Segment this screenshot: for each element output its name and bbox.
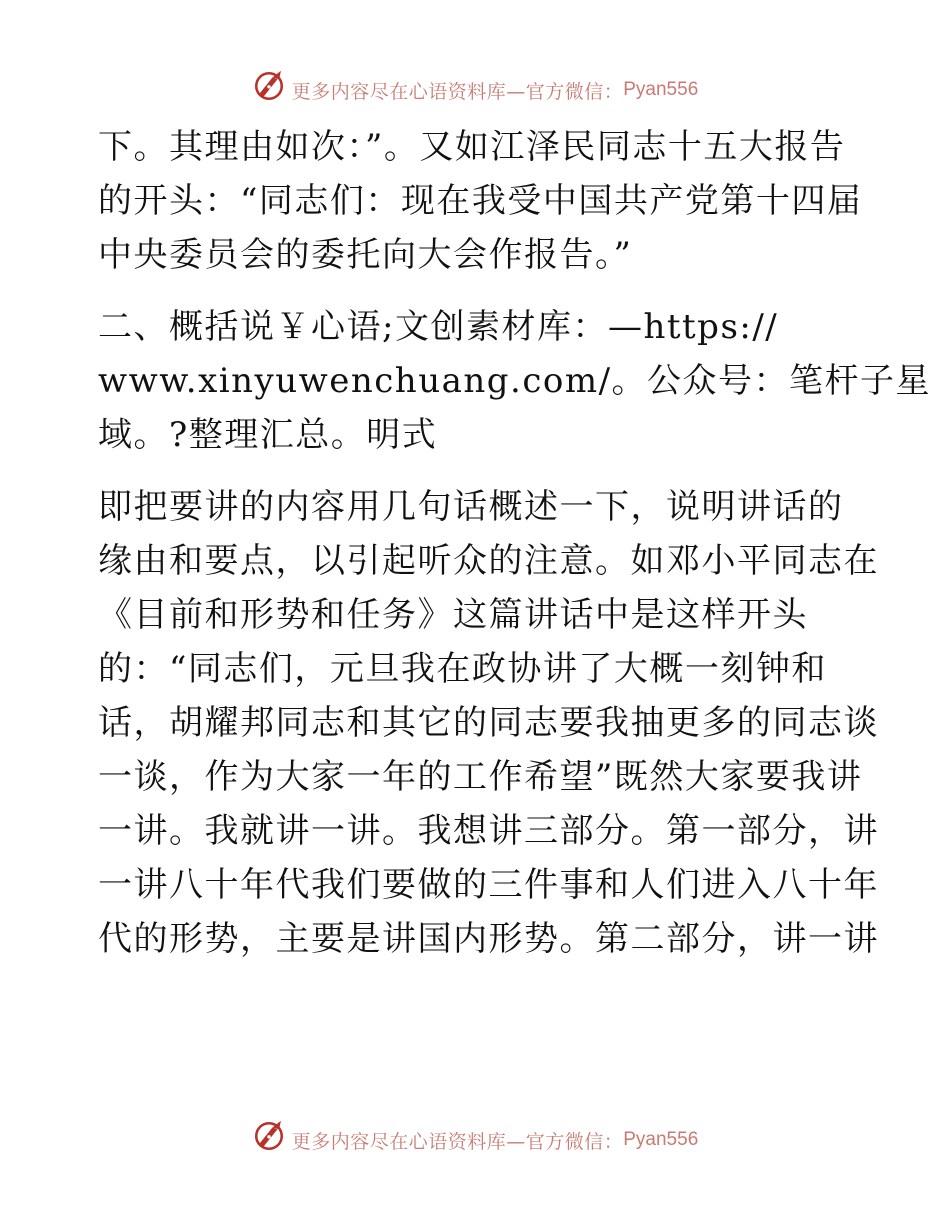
text-line: 话，胡耀邦同志和其它的同志要我抽更多的同志谈 — [98, 703, 879, 743]
header-wechat-handle: Pyan556 — [623, 79, 699, 100]
text-line: 下。其理由如次：”。又如江泽民同志十五大报告 — [98, 127, 846, 167]
text-line: 域。?整理汇总。明式 — [98, 415, 438, 455]
text-line: www.xinyuwenchuang.com/。公众号：笔杆子星 — [98, 361, 932, 401]
paragraph — [98, 300, 932, 462]
footer-wechat-handle: Pyan556 — [623, 1129, 699, 1150]
footer-slogan: 更多内容尽在心语资料库—官方微信： — [291, 1130, 624, 1153]
document-body — [98, 120, 932, 984]
text-line: 的开头：“同志们：现在我受中国共产党第十四届 — [98, 181, 863, 221]
text-line: 二、概括说￥心语;文创素材库：—https:// — [98, 307, 779, 347]
header-slogan: 更多内容尽在心语资料库—官方微信： — [291, 80, 624, 103]
paragraph — [98, 480, 879, 966]
text-line: 缘由和要点，以引起听众的注意。如邓小平同志在 — [98, 541, 879, 581]
text-line: 一讲八十年代我们要做的三件事和人们进入八十年 — [98, 865, 879, 905]
pen-nib-logo-icon — [252, 69, 286, 103]
header-banner — [0, 70, 950, 110]
text-line: 一谈，作为大家一年的工作希望”既然大家要我讲 — [98, 757, 863, 797]
text-line: 中央委员会的委托向大会作报告。” — [98, 235, 633, 275]
text-line: 《目前和形势和任务》这篇讲话中是这样开头 — [98, 595, 808, 635]
paragraph — [98, 120, 863, 282]
text-line: 一讲。我就讲一讲。我想讲三部分。第一部分，讲 — [98, 811, 879, 851]
text-line: 代的形势，主要是讲国内形势。第二部分，讲一讲 — [98, 919, 879, 959]
pen-nib-logo-icon — [252, 1119, 286, 1153]
text-line: 即把要讲的内容用几句话概述一下，说明讲话的 — [98, 487, 844, 527]
text-line: 的：“同志们，元旦我在政协讲了大概一刻钟和 — [98, 649, 827, 689]
footer-banner — [0, 1120, 950, 1160]
